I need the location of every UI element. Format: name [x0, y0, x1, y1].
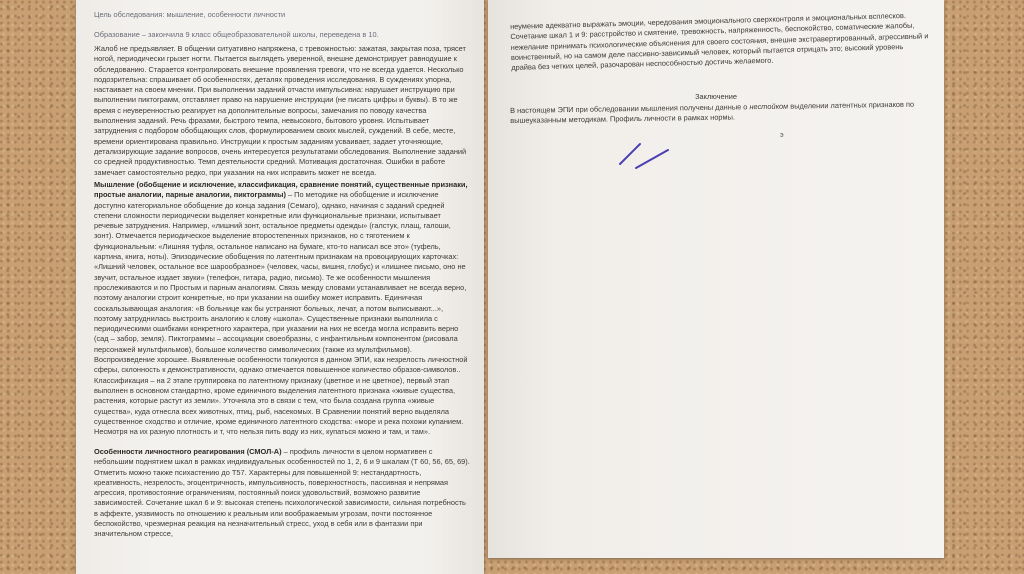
personality-heading: Особенности личностного реагирования (СМОЛ-А) [94, 447, 282, 456]
pen-strokes-icon [612, 134, 682, 174]
conclusion-text-start: В настоящем ЭПИ при обследовании мышления получены данные о [510, 102, 750, 115]
conclusion-title: Заключение [695, 92, 737, 101]
purpose-line: Цель обследования: мышление, особенности личности [94, 10, 286, 19]
right-page [488, 0, 944, 558]
continuation-text: неумение адекватно выражать эмоции, чередования эмоционального сверхконтроля и эмоциональных всплесков. Сочетание шкал 1 и 9: расстройство и смятение, тревожность, напряженность, беспокойство, соматические жалобы, нежелание принимать психологические объяснения для своего состояния, внешне экстравертированный, агрессивный и воинственный, но на самом деле пассивно-зависимый человек, который пытается отрицать это; высокий уровень драйва без четких целей, разочарован неспособностью достичь желаемого. [510, 10, 929, 73]
observation-text: Жалоб не предъявляет. В общении ситуативно напряжена, с тревожностью: зажатая, закрытая поза, трясет ногой, периодически грызет ногти. Пытается выглядеть уверенной, внешне демонстрирует равнодушие к обследованию. Старается контролировать внешние проявления тревоги, что не всегда удается. Несколько подозрительна: спрашивает об особенностях, деталях проведения исследования. В суждениях упорна, настаивает на своем мнении. При выполнении заданий отчасти импульсивна: нарушает инструкцию при выполнении пиктограмм, отставляет право на нарушение инструкции (не писать цифры и буквы). В то же время с неуверенностью реагирует на дополнительные вопросы, замечания по поводу качества выполнения заданий. Речь фразами, быстрого темпа, невысокого, бытового уровня. Испытывает затруднения с подбором обобщающих слов, формулированием своих мыслей, суждений. В себе, месте, времени ориентирована правильно. Инструкции к простым заданиям усваивает, задает уточняющие, детализирующие задание вопросов, очень интересуется результатами обследования. Выполнение заданий со средней продуктивностью. Темп деятельности средний. Мотивация достаточная. Ошибки в работе замечает самостоятельно редко, при указании на них исправить может не всегда. [94, 44, 467, 177]
conclusion-text-end: выделении латентных признаков по вышеуказанным методикам. Профиль личности в рамках нормы. [510, 99, 915, 126]
education-line: Образование – закончила 9 класс общеобразовательной школы, переведена в 10. [94, 30, 379, 40]
personality-text: – профиль личности в целом нормативен с небольшим поднятием шкал в рамках индивидуальных особенностей по 1, 2, 6 и 9 шкалам (Т 60, 56, 65, 69). Отметить можно также психастению до Т57. Характерны для повышенной 9: нестандартность, креативность, незрелость, эгоцентричность, импульсивность, поверхностность, пассивная и непрямая агрессия, противостояние ограничениям, постоянный поиск удовольствий, возможно развитие зависимостей. Сочетание шкал 6 и 9: высокая степень психологической зависимости, сильная потребность в аффекте, уязвимость по отношению к реальным или воображаемым угрозам, почти постоянное беспокойство, чрезмерная реакция на незначительный стресс, уход в себя или в фантазии при значительном стрессе, [94, 447, 470, 539]
continuation-paragraph [510, 10, 929, 73]
thinking-heading: Мышление (обобщение и исключение, классификация, сравнение понятий, существенные признаки, простые аналогии, парные аналогии, пиктограммы) [94, 180, 468, 200]
header-block [94, 10, 470, 41]
thinking-section [94, 180, 470, 437]
handwritten-mark: э [780, 132, 784, 139]
personality-section [94, 447, 470, 540]
conclusion-italic: нестойком [749, 101, 789, 112]
thinking-text: – По методике на обобщение и исключение доступно категориальное обобщение до конца задания (Семаго), однако, начиная с заданий средней степени сложности периодически выделяет конкретные или функциональные признаки, испытывает речевые затруднения. Например, «лишний зонт, остальное предметы одежды» (галстук, плащ, галоши, зонт). Отмечается периодическое выделение второстепенных признаков, но с тяготением к функциональным: «Лишняя туфля, остальное написано на бумаге, кто-то написал все это» (туфель, картина, книга, ноты). Эпизодические обобщения по латентным признакам на провоцирующих карточках: «Лишний человек, остальное все шарообразное» (человек, часы, вишня, глобус) и «лишнее письмо, оно не звучит, остальное издает звуки» (телефон, гитара, радио, письмо). Те же особенности мышления прослеживаются и по Простым и парным аналогиям. Связь между словами устанавливает не всегда верно, поэтому аналогии строит конкретные, но при указании на ошибку может исправить. Единичная соскальзывающая аналогия: «В больнице как бы устраняют больных, лечат, а потом выписывают...», поэтому затруднилась выстроить аналогию к слову «школа». Существенные признаки выполнила с периодическими ошибками конкретного характера, при указании на них не всегда могла исправить верно (сад – забор, земля). Пиктограммы – ассоциации своеобразны, с инфантильным компонентом (рисовала персонажей мультфильмов), большое количество символических (также из мультфильмов). Воспроизведение хорошее. Выявленные особенности толкуются в данном ЭПИ, как незрелость личностной сферы, склонность к демонстративности, однако отмечается повышенное количество образов-символов.. Классификация – на 2 этапе группировка по латентному признаку (цветное и не цветное), первый этап выполнен в основном стандартно, кроме единичного выделения латентного признака «живые существа, растения, которые растут из земли». Уточняла это в связи с тем, что была создана группа «живые существа», куда отнесла всех животных, птиц, рыб, насекомых. В Сравнении понятий верно выделяла существенное сходство и отличие, кроме единичного латентного сходства: «море и река похожи купанием. Несмотря на их разную плотность и т, что нельзя пить воду из них, купаться можно и там, и там». [94, 190, 468, 437]
conclusion-paragraph [510, 99, 928, 126]
left-page [76, 0, 484, 574]
observation-paragraph [94, 44, 470, 178]
